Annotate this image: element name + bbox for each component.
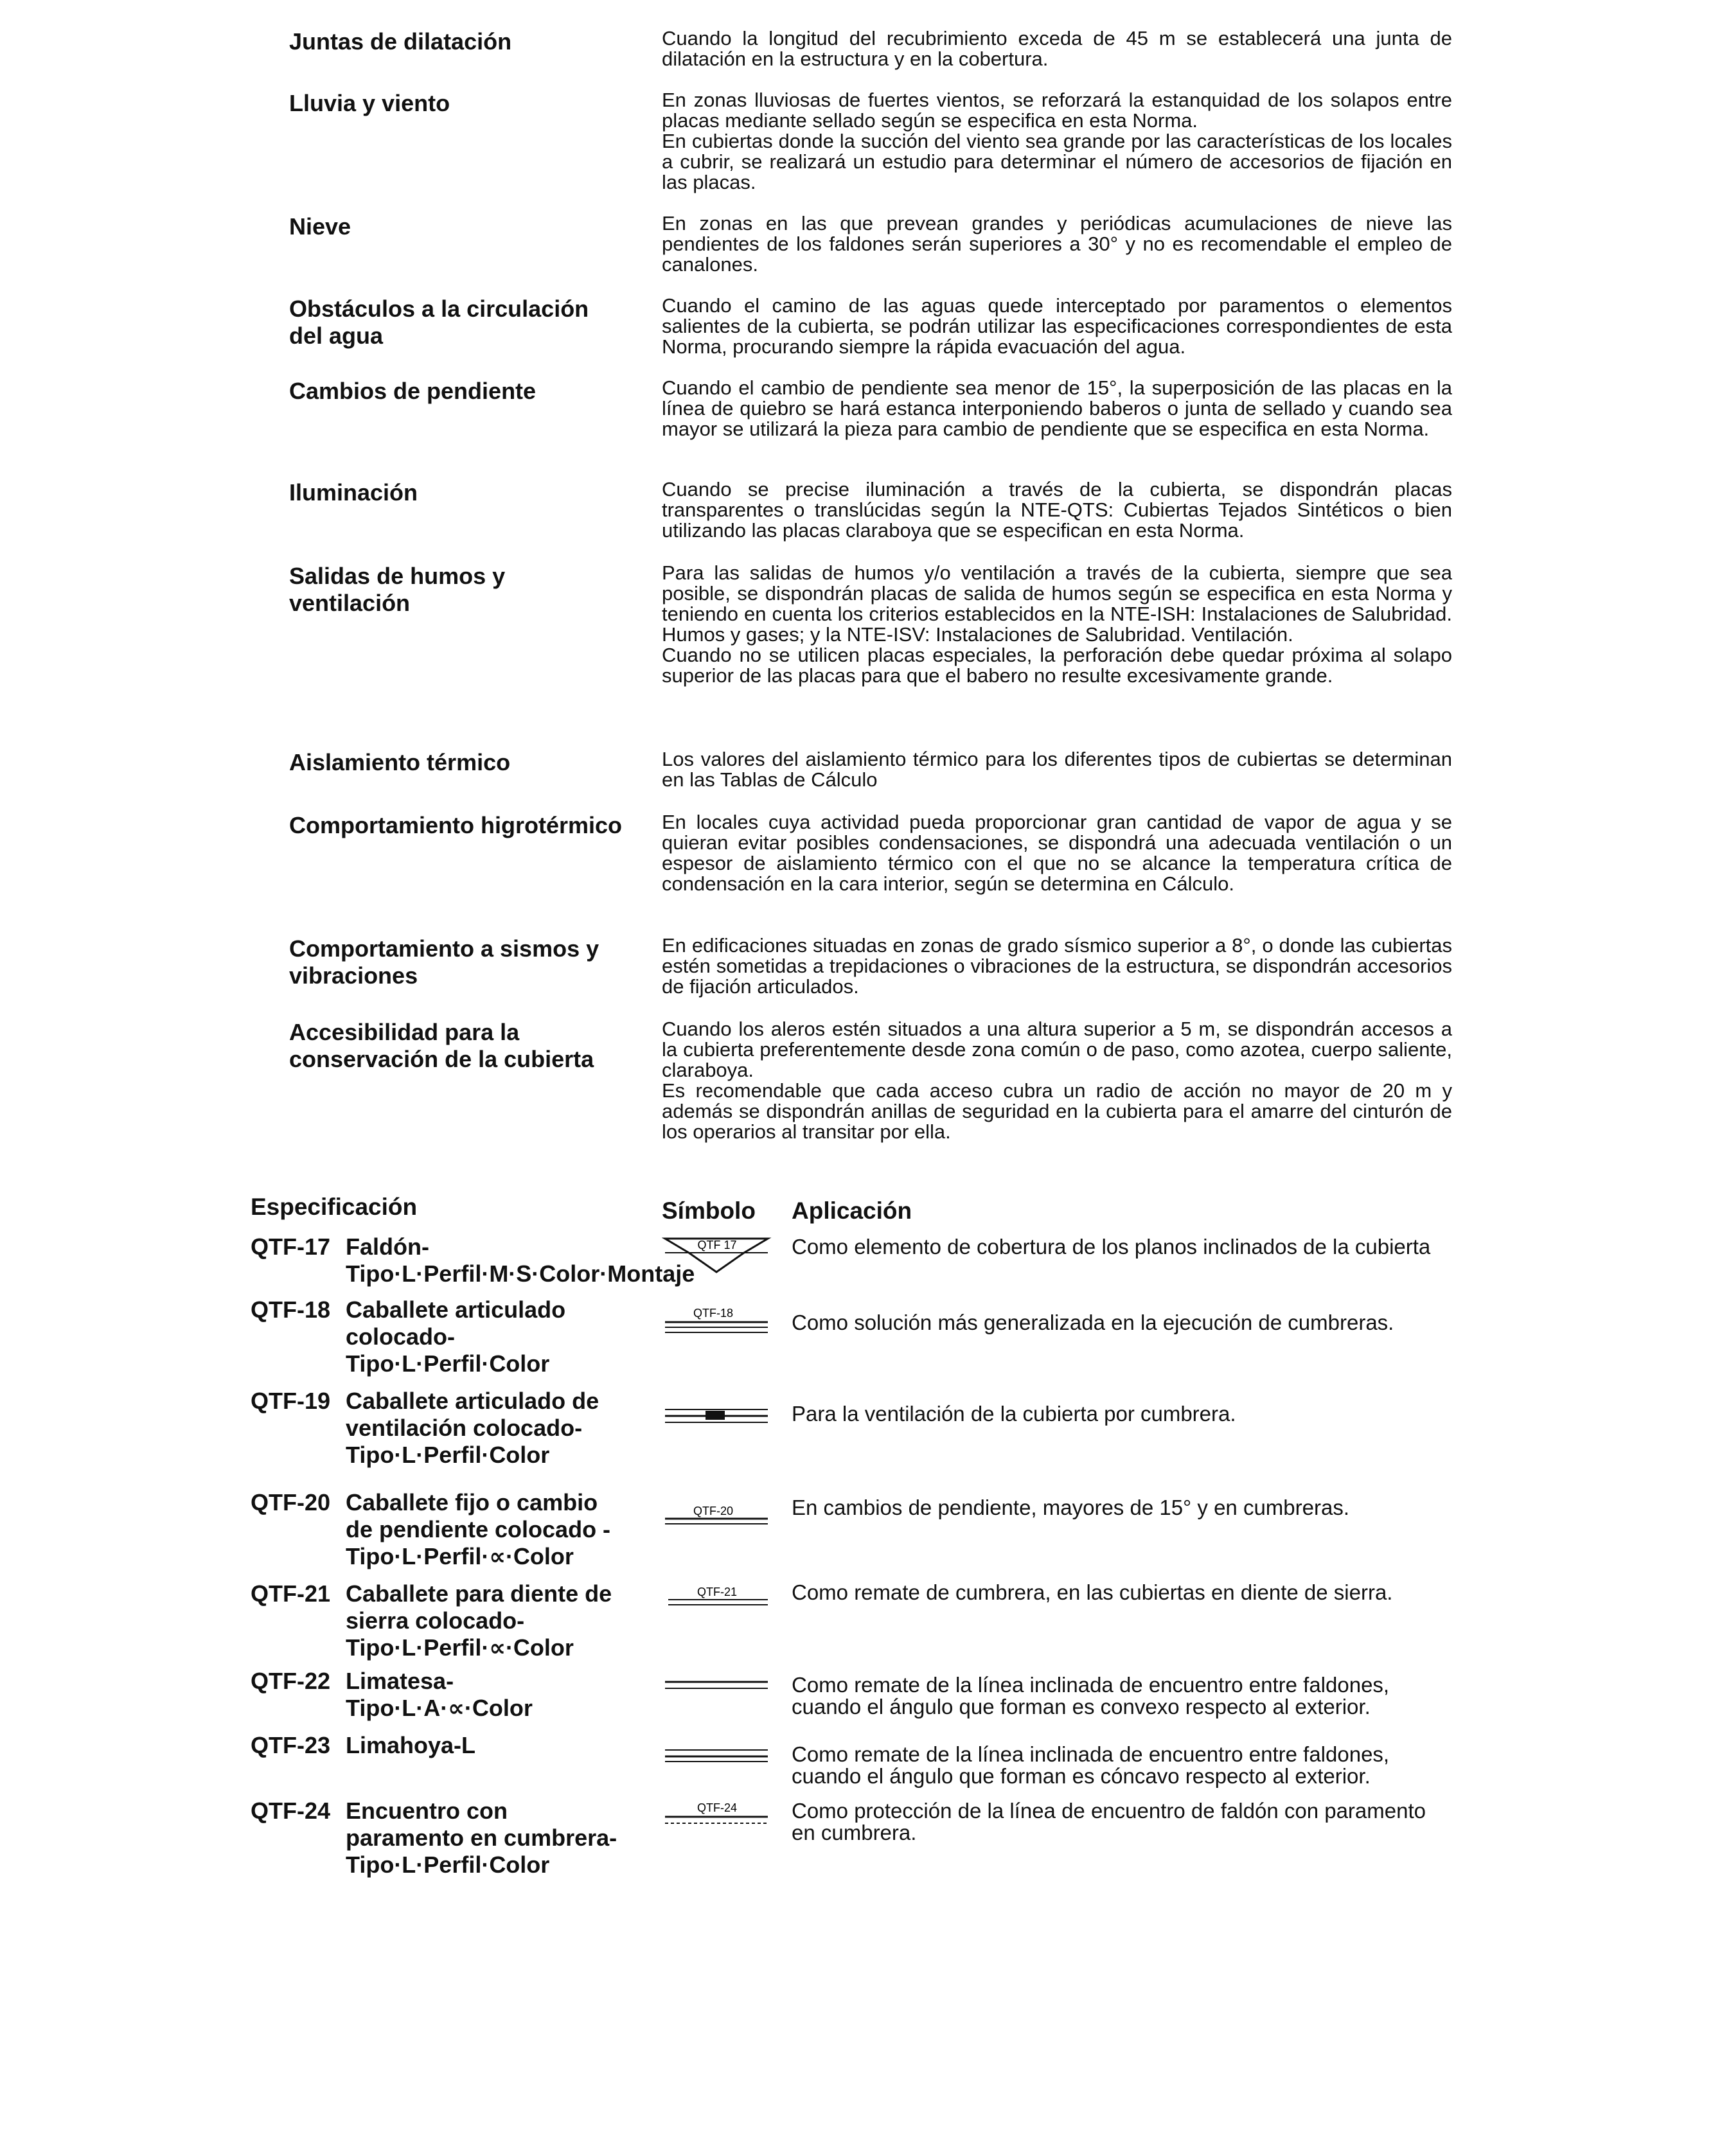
spec-name: Limatesa-Tipo·L·A·∝·Color [346,1668,533,1721]
limatesa-symbol-icon [662,1673,777,1718]
spec-code: QTF-21 [251,1580,331,1607]
condition-text [662,563,1452,686]
condition-paragraph: Cuando no se utilicen placas especiales, la perforación debe quedar próxima al solapo superior de las placas para que el babero no resulte excesivamente grande. [662,644,1452,687]
limahoya-symbol-icon [662,1742,777,1787]
diente-sierra-symbol-icon [662,1580,777,1625]
application-text: cuando el ángulo que forman es convexo respecto al exterior. [792,1695,1371,1719]
caballete-articulado-symbol-icon [662,1305,777,1350]
spec-application [792,1312,1453,1334]
condition-paragraph: En locales cuya actividad pueda proporcionar gran cantidad de vapor de agua y se quieran evitar posibles condensaciones, se dispondrá una adecuada ventilación o un espesor de aislamiento térmico con el que no se alcance la temperatura crítica de condensación en la cara interior, según se determina en Cálculo. [662,811,1452,895]
caballete-fijo-symbol-icon [662,1496,777,1541]
spec-name: Caballete articulado de ventilación colocado-Tipo·L·Perfil·Color [346,1388,599,1468]
condition-text [662,935,1452,997]
condition-text [662,90,1452,193]
condition-label: Lluvia y viento [289,90,450,116]
caballete-ventilacion-symbol-icon [662,1401,777,1445]
condition-text [662,296,1452,357]
application-text: Como elemento de cobertura de los planos inclinados de la cubierta [792,1235,1431,1259]
symbol-label: QTF-18 [693,1307,734,1320]
symbol-header: Símbolo [662,1197,756,1224]
condition-paragraph: En edificaciones situadas en zonas de grado sísmico superior a 8°, o donde las cubiertas estén sometidas a trepidaciones o vibraciones de la estructura, se dispondrán accesorios de fijación articulados. [662,934,1452,998]
spec-name: Encuentro con paramento en cumbrera-Tipo·L·Perfil·Color [346,1798,617,1878]
spec-code: QTF-24 [251,1798,331,1824]
condition-paragraph: Para las salidas de humos y/o ventilación a través de la cubierta, siempre que sea posible, se dispondrán placas de salida de humos según se especifica en esta Norma y teniendo en cuenta los criterios establecidos en la NTE-ISH: Instalaciones de Salubridad. Humos y gases; y la NTE-ISV: Instalaciones de Salubridad. Ventilación. [662,561,1452,646]
condition-paragraph: Cuando el camino de las aguas quede interceptado por paramentos o elementos salientes de la cubierta, se podrán utilizar las especificaciones correspondientes de esta Norma, procurando siempre la rápida evacuación del agua. [662,294,1452,358]
spec-name: Caballete articulado colocado-Tipo·L·Perfil·Color [346,1296,566,1377]
condition-label: Juntas de dilatación [289,28,512,55]
condition-label: Comportamiento higrotérmico [289,812,623,838]
condition-text [662,479,1452,541]
condition-text [662,28,1452,69]
spec-application [792,1236,1453,1258]
spec-application [792,1582,1453,1604]
spec-application [792,1497,1453,1519]
symbol-label: QTF 17 [697,1239,737,1251]
specification-header: Especificación [251,1194,418,1220]
application-text: En cambios de pendiente, mayores de 15° y en cumbreras. [792,1496,1350,1519]
condition-text [662,213,1452,275]
spec-application [792,1403,1453,1425]
spec-code: QTF-23 [251,1732,331,1758]
spec-code: QTF-20 [251,1489,331,1515]
condition-paragraph: Es recomendable que cada acceso cubra un radio de acción no mayor de 20 m y además se dispondrán anillas de seguridad en la cubierta para el amarre del cinturón de los operarios al transitar por ella. [662,1079,1452,1143]
application-text: cuando el ángulo que forman es cóncavo respecto al exterior. [792,1764,1371,1788]
condition-paragraph: Cuando los aleros estén situados a una altura superior a 5 m, se dispondrán accesos a la cubierta preferentemente desde zona común o de paso, como azotea, cuerpo saliente, claraboya. [662,1018,1452,1081]
spec-application [792,1800,1453,1844]
condition-text [662,749,1452,790]
condition-paragraph: En zonas en las que prevean grandes y periódicas acumulaciones de nieve las pendientes de los faldones serán superiores a 30° y no es recomendable el empleo de canalones. [662,212,1452,276]
condition-paragraph: En cubiertas donde la succión del viento sea grande por las características de los locales a cubrir, se realizará un estudio para determinar el número de accesorios de fijación en las placas. [662,130,1452,193]
condition-paragraph: Cuando la longitud del recubrimiento exceda de 45 m se establecerá una junta de dilatación en la estructura y en la cobertura. [662,27,1452,70]
symbol-label: QTF-24 [697,1801,738,1814]
condition-text [662,812,1452,894]
application-text: Como remate de la línea inclinada de encuentro entre faldones, [792,1673,1390,1697]
condition-label: Nieve [289,213,351,240]
condition-label: Iluminación [289,479,418,506]
condition-paragraph: En zonas lluviosas de fuertes vientos, se reforzará la estanquidad de los solapos entre placas mediante sellado según se especifica en esta Norma. [662,89,1452,132]
spec-name: Caballete fijo o cambio de pendiente colocado -Tipo·L·Perfil·∝·Color [346,1489,611,1569]
spec-name: Limahoya-L [346,1732,476,1758]
application-text: Como protección de la línea de encuentro de faldón con paramento en cumbrera. [792,1799,1426,1844]
symbol-label: QTF-21 [697,1586,738,1598]
spec-code: QTF-19 [251,1388,331,1414]
spec-code: QTF-22 [251,1668,331,1694]
encuentro-paramento-symbol-icon [662,1799,777,1844]
application-text: Como solución más generalizada en la ejecución de cumbreras. [792,1311,1394,1334]
application-text: Como remate de cumbrera, en las cubiertas en diente de sierra. [792,1580,1393,1604]
spec-application [792,1744,1453,1787]
application-text: Como remate de la línea inclinada de encuentro entre faldones, [792,1742,1390,1766]
condition-label: Obstáculos a la circulación del agua [289,296,589,349]
application-text: Para la ventilación de la cubierta por cumbrera. [792,1402,1236,1426]
spec-code: QTF-17 [251,1233,331,1260]
faldon-symbol-icon [662,1233,777,1278]
symbol-label: QTF-20 [693,1505,734,1517]
spec-name: Faldón-Tipo·L·Perfil·M·S·Color·Montaje [346,1233,695,1287]
spec-application [792,1674,1453,1718]
spec-name: Caballete para diente de sierra colocado-Tipo·L·Perfil·∝·Color [346,1580,612,1661]
condition-text [662,378,1452,439]
condition-paragraph: Los valores del aislamiento térmico para los diferentes tipos de cubiertas se determinan en las Tablas de Cálculo [662,748,1452,791]
condition-paragraph: Cuando se precise iluminación a través de la cubierta, se dispondrán placas transparentes o translúcidas según la NTE-QTS: Cubiertas Tejados Sintéticos o bien utilizando las placas claraboya que se especifican en esta Norma. [662,478,1452,542]
condition-label: Accesibilidad para la conservación de la cubierta [289,1019,594,1072]
condition-paragraph: Cuando el cambio de pendiente sea menor de 15°, la superposición de las placas en la línea de quiebro se hará estanca interponiendo baberos o junta de sellado y cuando sea mayor se utilizará la pieza para cambio de pendiente que se especifica en esta Norma. [662,376,1452,440]
condition-label: Cambios de pendiente [289,378,537,404]
condition-text [662,1019,1452,1142]
condition-label: Aislamiento térmico [289,749,511,775]
application-header: Aplicación [792,1197,912,1224]
condition-label: Comportamiento a sismos y vibraciones [289,935,599,989]
spec-code: QTF-18 [251,1296,331,1323]
condition-label: Salidas de humos y ventilación [289,563,506,616]
